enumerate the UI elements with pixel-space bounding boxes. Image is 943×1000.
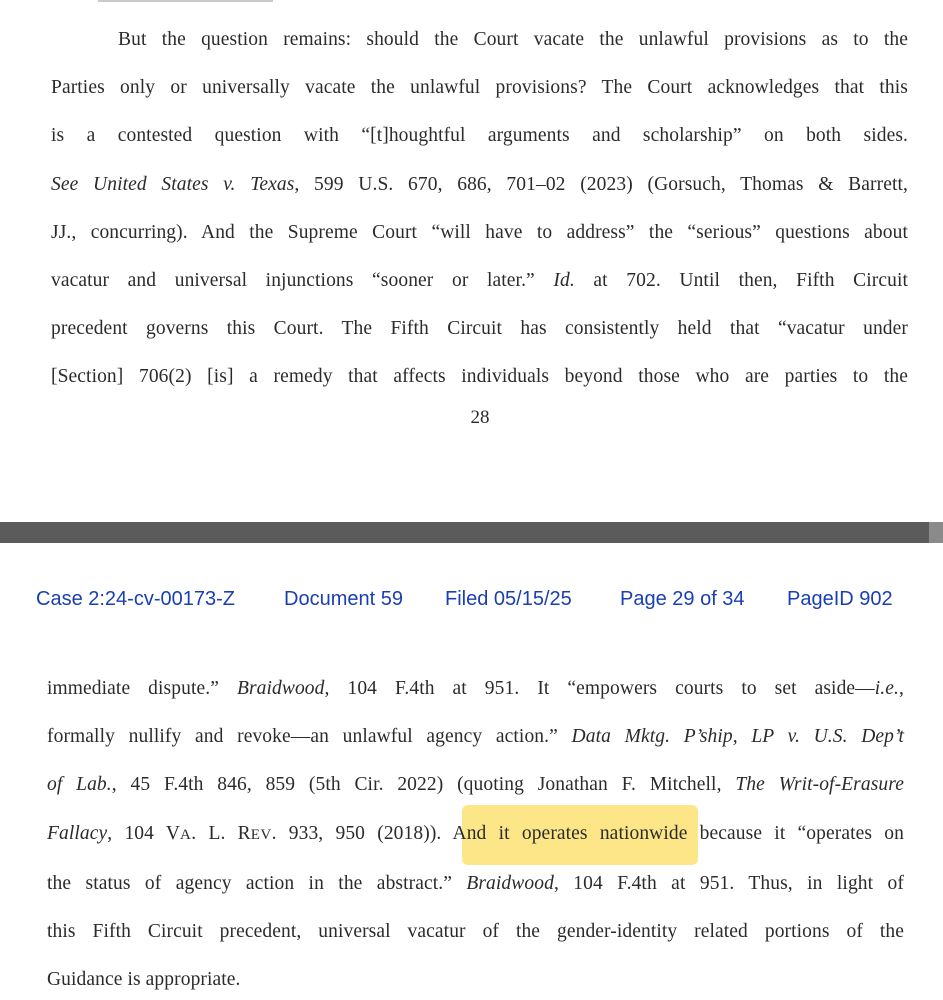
text-line	[47, 822, 904, 847]
text-line: this Fifth Circuit precedent, universal vacatur of the gender-identity related portions of the	[47, 921, 904, 942]
case-citation: of Lab.	[47, 774, 112, 795]
divider-edge	[929, 522, 943, 543]
page-divider	[0, 522, 943, 543]
text-line: [Section] 706(2) [is] a remedy that affects individuals beyond those who are parties to the	[51, 366, 908, 387]
case-citation: Braidwood	[466, 873, 554, 894]
text-span: vacatur and universal injunctions “sooner or later.”	[51, 270, 554, 291]
id-citation: Id.	[553, 270, 575, 291]
text-span: formally nullify and revoke—an unlawful agency action.”	[47, 726, 572, 747]
text-line	[51, 269, 908, 293]
text-span: EV	[250, 827, 272, 843]
text-span: . 933, 950 (2018)). And it operates nationwide because it “operates on	[271, 823, 904, 844]
article-title: The Writ-of-Erasure	[735, 774, 904, 795]
text-span: , 104 F.4th at 951. Thus, in light of	[553, 873, 904, 894]
page-of: Page 29 of 34	[620, 588, 745, 610]
text-span: . L. R	[191, 823, 251, 844]
text-span: , 45 F.4th 846, 859 (5th Cir. 2022) (quoting Jonathan F. Mitchell,	[111, 774, 736, 795]
document-number: Document 59	[284, 588, 403, 610]
text-line: is a contested question with “[t]houghtful arguments and scholarship” on both sides.	[51, 125, 908, 146]
text-line: But the question remains: should the Court vacate the unlawful provisions as to the	[118, 29, 908, 50]
text-span: immediate dispute.”	[47, 678, 237, 699]
text-span: the status of agency action in the abstract.”	[47, 873, 467, 894]
page-id: PageID 902	[787, 588, 893, 610]
text-line	[47, 773, 904, 797]
article-title: Fallacy	[47, 823, 108, 844]
page-number: 28	[470, 407, 490, 428]
text-line	[47, 677, 904, 701]
case-citation: Braidwood	[236, 678, 325, 699]
text-span: ,	[899, 678, 904, 699]
text-span: A	[180, 827, 192, 843]
case-number: Case 2:24-cv-00173-Z	[36, 588, 235, 610]
text-line: precedent governs this Court. The Fifth Circuit has consistently held that “vacatur under	[51, 318, 908, 339]
top-rule	[98, 0, 273, 2]
text-line	[47, 872, 904, 896]
text-line	[51, 173, 908, 197]
citation-rest: , 599 U.S. 670, 686, 701–02 (2023) (Gorsuch, Thomas & Barrett,	[294, 174, 908, 195]
text-line: Parties only or universally vacate the unlawful provisions? The Court acknowledges that this	[51, 77, 908, 98]
case-citation: See United States v. Texas	[51, 174, 295, 195]
case-citation: Data Mktg. P’ship, LP v. U.S. Dep’t	[571, 726, 904, 747]
text-line	[47, 725, 904, 749]
text-line: JJ., concurring). And the Supreme Court “will have to address” the “serious” questions about	[51, 222, 908, 243]
text-span: , 104 F.4th at 951. It “empowers courts to set aside—	[324, 678, 875, 699]
filed-date: Filed 05/15/25	[445, 588, 572, 610]
text-line: Guidance is appropriate.	[47, 969, 241, 990]
text-span: i.e.	[874, 678, 900, 699]
document-header	[0, 586, 943, 614]
text-span: , 104 V	[107, 823, 181, 844]
text-span: at 702. Until then, Fifth Circuit	[574, 270, 908, 291]
